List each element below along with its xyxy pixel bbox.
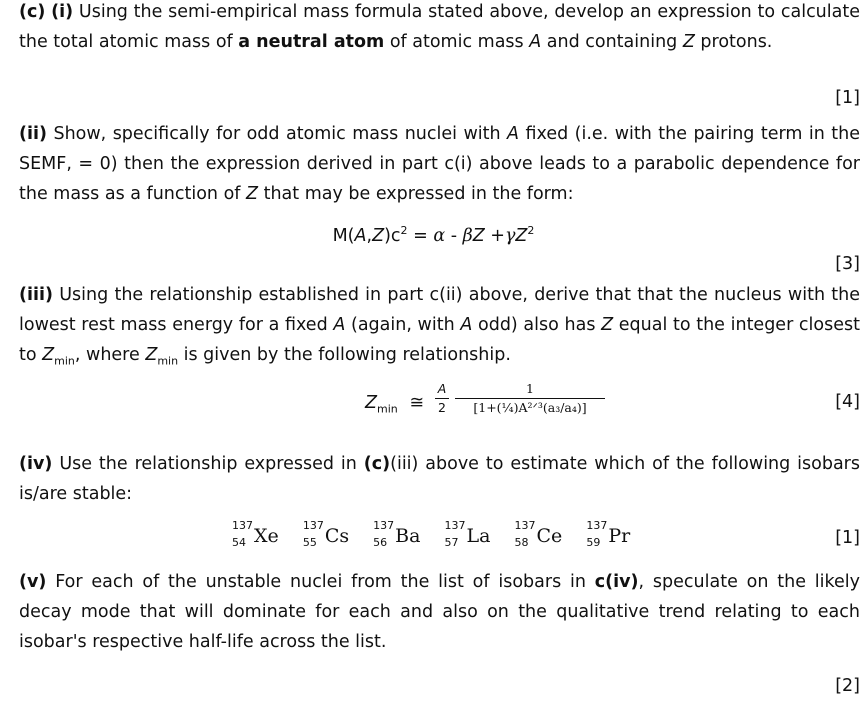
- numerator: A: [437, 381, 447, 396]
- reference: (c): [363, 454, 391, 474]
- eq-part: Z: [472, 226, 485, 246]
- subpart-label: (i): [51, 2, 74, 22]
- reference: c(iv): [594, 572, 639, 592]
- subpart-label: (v): [19, 572, 47, 592]
- eq-part: +: [484, 226, 505, 246]
- mass-equation: [0, 226, 867, 246]
- eq-part: α: [433, 226, 446, 246]
- variable: Z: [246, 184, 259, 204]
- eq-part: -: [445, 226, 463, 246]
- element-symbol: Xe: [254, 525, 279, 547]
- atomic-number: 55: [302, 536, 317, 549]
- mass-number: 137: [373, 519, 395, 532]
- eq-part: 2: [527, 224, 535, 238]
- isobar-item: [444, 519, 491, 549]
- isobar-item: [232, 519, 279, 549]
- eq-part: Z: [372, 226, 385, 246]
- atomic-number: 58: [514, 536, 529, 549]
- isobar-item: [373, 519, 421, 549]
- isobar-item: [586, 519, 631, 549]
- mass-number: 137: [232, 519, 253, 532]
- question-text: Use the relationship expressed in: [52, 454, 364, 474]
- variable: Z: [145, 345, 158, 365]
- variable: Z: [682, 32, 695, 52]
- element-symbol: La: [466, 525, 491, 547]
- variable: Z: [42, 345, 55, 365]
- eq-part: M(: [332, 226, 355, 246]
- mass-number: 137: [586, 519, 608, 532]
- fraction-bar: [435, 398, 449, 399]
- eq-part: Z: [365, 393, 377, 413]
- fraction-a-over-2: [435, 381, 449, 416]
- numerator: 1: [526, 381, 534, 396]
- eq-part: A: [354, 226, 367, 246]
- variable: A: [507, 124, 520, 144]
- atomic-number: 56: [373, 536, 388, 549]
- question-c-ii: [19, 119, 860, 209]
- marks-c-iii: [4]: [835, 392, 860, 412]
- variable: A: [333, 315, 346, 335]
- element-symbol: Cs: [324, 525, 350, 547]
- subscript: min: [157, 354, 179, 368]
- marks-c-ii: [3]: [835, 254, 860, 274]
- denominator: 2: [438, 400, 446, 415]
- variable: A: [529, 32, 542, 52]
- subpart-label: (iii): [19, 285, 53, 305]
- eq-part: )c: [384, 226, 401, 246]
- question-text: Using the relationship established in part c(ii) above, derive that that the nucleus with the lowest rest mass energy for a fixed: [19, 285, 860, 335]
- eq-part: =: [407, 226, 434, 246]
- eq-part: 2: [400, 224, 408, 238]
- part-label: (c): [19, 2, 46, 22]
- subscript: min: [54, 354, 75, 368]
- question-text: of atomic mass: [384, 32, 530, 52]
- denominator: [1+(¼)A²ᐟ³(a₃/a₄)]: [473, 400, 587, 415]
- isobar-item: [514, 519, 563, 549]
- eq-part: β: [462, 226, 473, 246]
- eq-part: ,: [366, 226, 373, 246]
- element-symbol: Ce: [536, 525, 563, 547]
- marks-c-iv: [1]: [835, 528, 860, 548]
- question-text: protons.: [694, 32, 773, 52]
- question-text: , speculate on the likely decay mode that will dominate for each and also on the qualitative trend relating to each isobar's respective half-life across the list.: [19, 572, 860, 652]
- mass-number: 137: [444, 519, 466, 532]
- atomic-number: 57: [444, 536, 459, 549]
- subpart-label: (iv): [19, 454, 53, 474]
- question-text: (again, with: [345, 315, 461, 335]
- atomic-number: 54: [232, 536, 246, 549]
- isobar-list: [232, 519, 648, 549]
- isobar-item: [302, 519, 350, 549]
- question-text: is given by the following relationship.: [178, 345, 511, 365]
- question-text: and containing: [541, 32, 683, 52]
- emphasis-text: a neutral atom: [238, 32, 385, 52]
- eq-part: Z: [515, 226, 528, 246]
- eq-part: γ: [504, 226, 516, 246]
- question-text: that may be expressed in the form:: [258, 184, 574, 204]
- marks-c-v: [2]: [835, 676, 860, 696]
- question-text: odd) also has: [472, 315, 602, 335]
- question-text: Show, specifically for odd atomic mass nuclei with: [47, 124, 508, 144]
- mass-number: 137: [514, 519, 536, 532]
- element-symbol: Pr: [608, 525, 631, 547]
- eq-part: min: [377, 402, 398, 416]
- question-text: For each of the unstable nuclei from the list of isobars in: [46, 572, 595, 592]
- atomic-number: 59: [586, 536, 601, 549]
- fraction-main: [455, 381, 605, 416]
- question-text: , where: [74, 345, 146, 365]
- variable: A: [460, 315, 473, 335]
- variable: Z: [601, 315, 614, 335]
- question-text: (iii) above to estimate which of the following isobars is/are stable:: [19, 454, 860, 504]
- zmin-lhs: [365, 393, 424, 416]
- question-text: fixed (i.e. with the pairing term in the SEMF, = 0) then the expression derived in part c(i) above leads to a parabolic dependence for the mass as a function of: [19, 124, 860, 204]
- question-c-i: [19, 0, 860, 57]
- question-text: equal to the integer closest to: [19, 315, 860, 365]
- eq-part: ≅: [409, 393, 424, 413]
- question-c-iv: [19, 449, 860, 509]
- fraction-bar: [455, 398, 605, 399]
- question-c-iii: [19, 280, 860, 370]
- subpart-label: (ii): [19, 124, 47, 144]
- element-symbol: Ba: [395, 525, 421, 547]
- marks-c-i: [1]: [835, 88, 860, 108]
- mass-number: 137: [302, 519, 324, 532]
- question-text: Using the semi-empirical mass formula stated above, develop an expression to calculate the total atomic mass of: [19, 2, 860, 52]
- question-c-v: [19, 567, 860, 657]
